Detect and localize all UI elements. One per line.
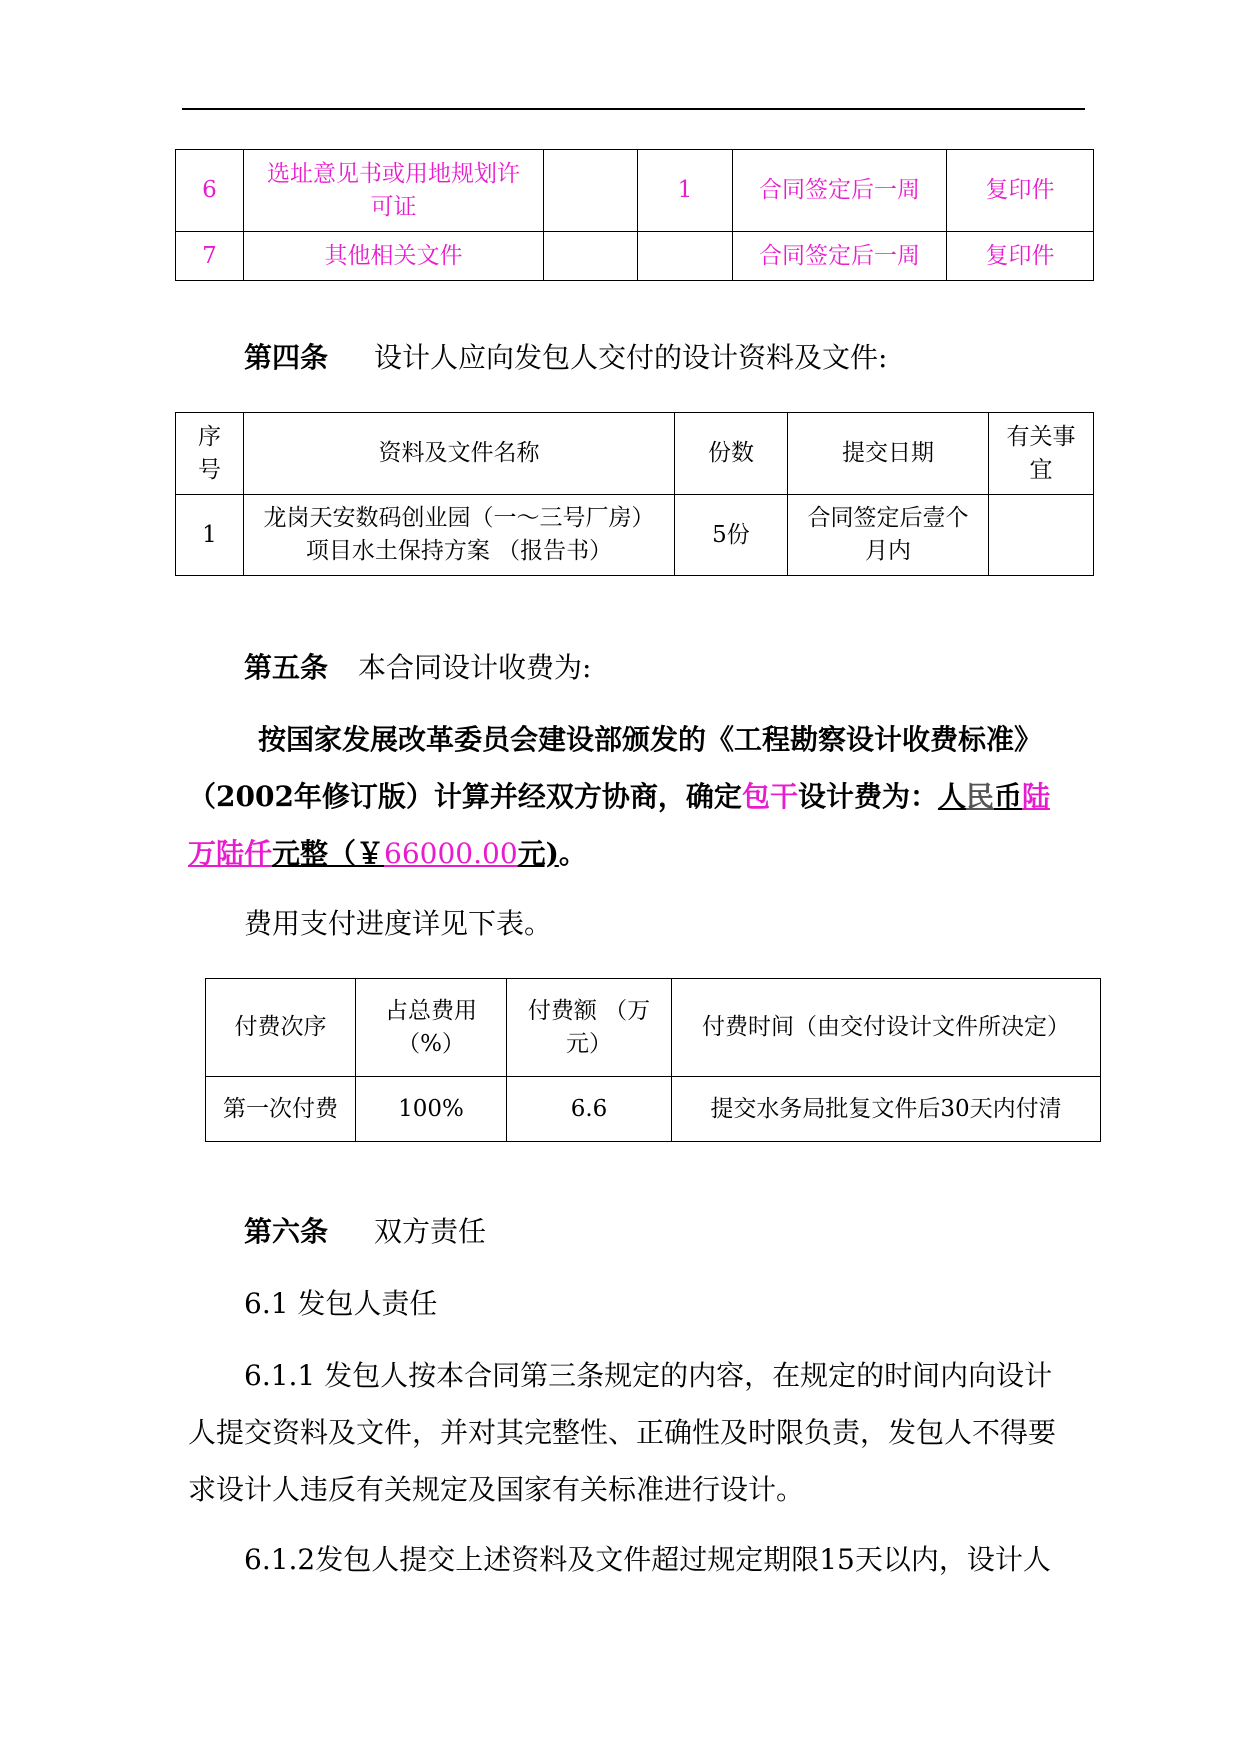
table-row	[176, 495, 1094, 576]
row-notes	[989, 495, 1094, 576]
header-notes: 有关事 宜	[989, 413, 1094, 495]
header-date: 提交日期	[788, 413, 989, 495]
row-seq: 1	[176, 495, 244, 576]
row-percent: 100%	[356, 1077, 507, 1142]
article-4-heading	[244, 338, 887, 378]
empty-cell	[544, 150, 638, 232]
remark: 复印件	[947, 232, 1094, 281]
table-header-row	[206, 979, 1101, 1077]
article-text: 设计人应向发包人交付的设计资料及文件:	[374, 341, 888, 374]
empty-cell	[544, 232, 638, 281]
deadline: 合同签定后一周	[733, 232, 947, 281]
article-6-heading	[244, 1212, 486, 1252]
table-row	[176, 150, 1094, 232]
article-text: 双方责任	[374, 1215, 487, 1248]
article-label: 第六条	[244, 1215, 329, 1248]
header-amount: 付费额 （万 元）	[507, 979, 672, 1077]
section-6-1-1-line-3: 求设计人违反有关规定及国家有关标准进行设计。	[188, 1473, 805, 1506]
deliverables-table	[175, 412, 1094, 576]
article-text: 本合同设计收费为:	[358, 651, 592, 684]
row-time: 提交水务局批复文件后30天内付清	[672, 1077, 1101, 1142]
quantity	[638, 232, 733, 281]
header-time: 付费时间（由交付设计文件所决定）	[672, 979, 1101, 1077]
header-seq: 序 号	[176, 413, 244, 495]
row-date: 合同签定后壹个 月内	[788, 495, 989, 576]
article-5-heading	[244, 648, 591, 688]
remark: 复印件	[947, 150, 1094, 232]
section-6-1-2-line-1: 6.1.2发包人提交上述资料及文件超过规定期限15天以内，设计人	[244, 1543, 1051, 1576]
fee-paragraph-line-2: （2002年修订版）计算并经双方协商，确定包干设计费为：人民币陆	[188, 780, 1051, 813]
payment-schedule-note: 费用支付进度详见下表。	[244, 907, 553, 940]
fee-paragraph-line-1: 按国家发展改革委员会建设部颁发的《工程勘察设计收费标准》	[258, 723, 1043, 756]
row-amount: 6.6	[507, 1077, 672, 1142]
header-copies: 份数	[675, 413, 788, 495]
row-number: 6	[176, 150, 244, 232]
table-row	[176, 232, 1094, 281]
table-row	[206, 1077, 1101, 1142]
row-name: 龙岗天安数码创业园（一～三号厂房） 项目水土保持方案 （报告书）	[244, 495, 675, 576]
documents-table-continued	[175, 149, 1094, 281]
header-rule	[182, 108, 1085, 110]
row-copies: 5份	[675, 495, 788, 576]
document-name: 选址意见书或用地规划许 可证	[244, 150, 544, 232]
payment-table	[205, 978, 1101, 1142]
section-6-1-1-line-1: 6.1.1 发包人按本合同第三条规定的内容，在规定的时间内向设计	[244, 1359, 1053, 1392]
table-header-row	[176, 413, 1094, 495]
header-name: 资料及文件名称	[244, 413, 675, 495]
fee-paragraph-line-3: 万陆仟元整（￥66000.00元)。	[188, 837, 587, 870]
header-order: 付费次序	[206, 979, 356, 1077]
document-name: 其他相关文件	[244, 232, 544, 281]
row-number: 7	[176, 232, 244, 281]
row-order: 第一次付费	[206, 1077, 356, 1142]
header-percent: 占总费用 （%）	[356, 979, 507, 1077]
section-6-1-1-line-2: 人提交资料及文件，并对其完整性、正确性及时限负责，发包人不得要	[188, 1416, 1057, 1449]
article-label: 第四条	[244, 341, 329, 374]
article-label: 第五条	[244, 651, 329, 684]
deadline: 合同签定后一周	[733, 150, 947, 232]
quantity: 1	[638, 150, 733, 232]
section-6-1: 6.1 发包人责任	[244, 1287, 438, 1320]
